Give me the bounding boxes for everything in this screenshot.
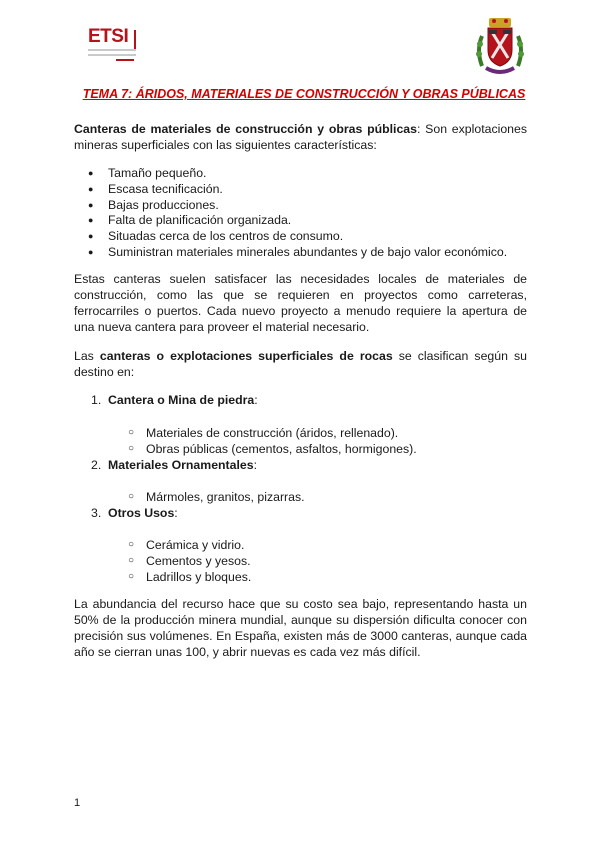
category-2-list (74, 489, 534, 505)
paragraph-local-needs: Estas canteras suelen satisfacer las necesidades locales de materiales de construcción, como las que se requieren en proyectos como carreteras, ferrocarriles o puertos. Cada nuevo proyecto a menudo requiere la apertura de una nueva cantera para proveer el material necesario. (74, 272, 527, 334)
classification-bold: canteras o explotaciones superficiales de rocas (99, 349, 393, 363)
list-item: ○ Cementos y yesos. (74, 553, 534, 569)
document-title: TEMA 7: ÁRIDOS, MATERIALES DE CONSTRUCCIÓN Y OBRAS PÚBLICAS (82, 87, 526, 101)
list-item: ● Tamaño pequeño. (74, 166, 534, 182)
list-item: ○ Ladrillos y bloques. (74, 569, 534, 585)
etsi-logo (84, 26, 140, 74)
list-item: ● Bajas producciones. (74, 198, 534, 214)
list-item: ● Falta de planificación organizada. (74, 213, 534, 229)
list-item: ○ Obras públicas (cementos, asfaltos, hormigones). (74, 441, 534, 457)
intro-bold: Canteras de materiales de construcción y obras públicas (74, 122, 417, 136)
crest-icon (472, 16, 528, 76)
list-item: ○ Materiales de construcción (áridos, rellenado). (74, 425, 534, 441)
characteristics-list (74, 166, 534, 261)
intro-rest: : Son explotaciones mineras superficiales con las siguientes características: (74, 122, 527, 152)
paragraph-abundance: La abundancia del recurso hace que su costo sea bajo, representando hasta un 50% de la producción minera mundial, aunque su dispersión dificulta conocer con precisión sus volúmenes. En España, existen más de 3000 canteras, aunque cada año se cierran unas 100, y abrir nuevas es cada vez más difícil. (74, 597, 527, 659)
list-item: ● Escasa tecnificación. (74, 182, 534, 198)
page-number: 1 (74, 797, 81, 809)
classification-paragraph: Las canteras o explotaciones superficiales de rocas se clasifican según su destino en: (74, 349, 527, 379)
list-item: ○ Cerámica y vidrio. (74, 537, 534, 553)
list-item: ● Suministran materiales minerales abundantes y de bajo valor económico. (74, 245, 534, 261)
category-2-heading: 2. Materiales Ornamentales: (91, 458, 258, 472)
category-1-list (74, 425, 534, 457)
category-3-heading: 3. Otros Usos: (91, 506, 178, 520)
category-1-heading: 1. Cantera o Mina de piedra: (91, 393, 258, 407)
intro-paragraph (74, 121, 527, 153)
list-item: ○ Mármoles, granitos, pizarras. (74, 489, 534, 505)
crest-logo (472, 16, 528, 76)
list-item: ● Situadas cerca de los centros de consumo. (74, 229, 534, 245)
etsi-logo-text: ETSI (88, 26, 129, 47)
category-3-list (74, 537, 534, 585)
